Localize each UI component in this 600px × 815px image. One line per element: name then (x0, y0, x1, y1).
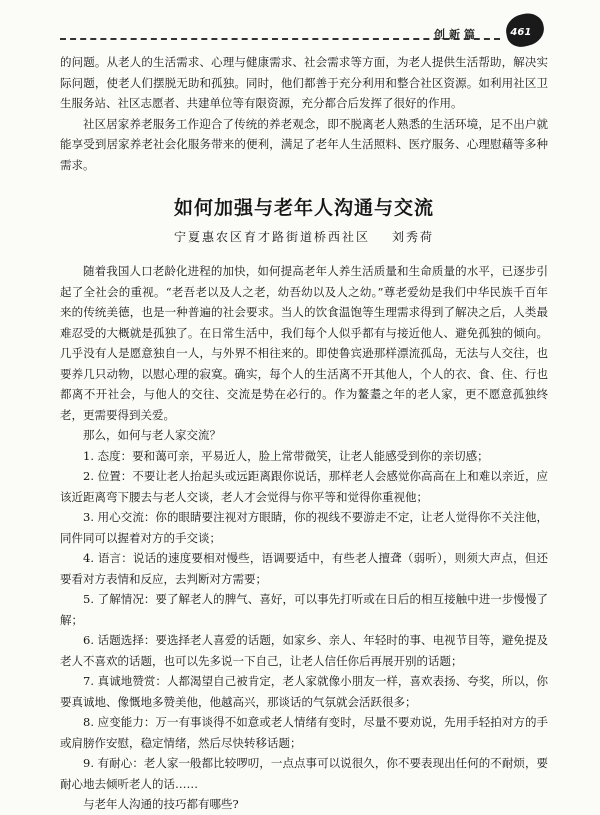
article-title: 如何加强与老年人沟通与交流 (173, 197, 434, 219)
author-affiliation: 宁夏惠农区育才路街道桥西社区 (173, 230, 370, 244)
list-item: 5. 了解情况：要了解老人的脾气、喜好，可以事先打听或在日后的相互接触中进一步慢慢了解； (60, 592, 548, 627)
lead-paragraph: 随着我国人口老龄化进程的加快，如何提高老年人养生活质量和生命质量的水平，已逐步引起了全社会的重视。“老吾老以及人之老，幼吾幼以及人之幼。”尊老爱幼是我们中华民族千百年来的传统美德，也是一种普遍的社会要求。当人的饮食温饱等生理需求得到了解决之后，人类最难忍受的大概就是孤独了。在日常生活中，我们每个人似乎都有与接近他人、避免孤独的倾向。几乎没有人是愿意独自一人，与外界不相往来的。即使鲁宾逊那样漂流孤岛，无法与人交往，也要养几只动物，以慰心理的寂寞。确实，每个人的生活离不开其他人，个人的衣、食、住、行也都离不开社会，与他人的交往、交流是势在必行的。作为鳌耋之年的老人家，更不愿意孤独终老，更需要得到关爱。 (60, 264, 548, 422)
intro-paragraph-2: 社区居家养老服务工作迎合了传统的养老观念，即不脱离老人熟悉的生活环境，足不出户就能享受到居家养老社会化服务带来的便利，满足了老年人生活照料、医疗服务、心理慰藉等多种需求。 (60, 116, 548, 172)
page-number-badge (503, 10, 547, 49)
list-item: 6. 话题选择：要选择老人喜爱的话题，如家乡、亲人、年轻时的事、电视节目等，避免提及老人不喜欢的话题，也可以先多说一下自己，让老人信任你后再展开别的话题； (60, 633, 548, 668)
list-item: 4. 语言：说话的速度要相对慢些，语调要适中，有些老人擅聋（弱听），则须大声点，但还要看对方表情和反应，去判断对方需要； (60, 551, 548, 586)
closing-question: 与老年人沟通的技巧都有哪些? (83, 797, 239, 811)
list-item: 1. 态度：要和蔼可亲，平易近人，脸上常带微笑，让老人能感受到你的亲切感； (83, 448, 489, 463)
list-item: 3. 用心交流：你的眼睛要注视对方眼睛，你的视线不要游走不定，让老人觉得你不关注他，同件同可以握着对方的手交谈； (60, 510, 548, 545)
page-content (60, 52, 548, 815)
section-label: 创新篇 (434, 28, 479, 41)
list-item: 8. 应变能力：万一有事谈得不如意或老人情绪有变时，尽量不要劝说，先用手轻拍对方的手或肩膀作安慰，稳定情绪，然后尽快转移话题； (60, 715, 548, 750)
author-name: 刘秀荷 (392, 230, 435, 244)
article-byline (60, 227, 548, 247)
intro-paragraph-1: 的问题。从老人的生活需求、心理与健康需求、社会需求等方面，为老人提供生活帮助，解决实际问题，使老人们摆脱无助和孤独。同时，他们都善于充分利用和整合社区资源。如利用社区卫生服务站、社区志愿者、共建单位等有限资源，充分都合后发挥了很好的作用。 (60, 55, 548, 110)
question-paragraph: 那么，如何与老人家交流？ (83, 428, 221, 442)
list-item: 2. 位置：不要让老人抬起头或远距离跟你说话，那样老人会感觉你高高在上和难以亲近，应该近距离弯下腰去与老人交谈，老人才会觉得与你平等和觉得你重视他； (60, 469, 548, 504)
list-item: 7. 真诚地赞赏：人都渴望自己被肯定，老人家就像小朋友一样，喜欢表扬、夸奖，所以，你要真诚地、像慨地多赞美他，他越高兴，那谈话的气氛就会活跃很多； (60, 674, 548, 709)
page-number: 461 (510, 26, 532, 38)
list-item: 9. 有耐心：老人家一般都比较啰叨，一点点事可以说很久，你不要表现出任何的不耐烦，要耐心地去倾听老人的话…… (60, 756, 548, 791)
